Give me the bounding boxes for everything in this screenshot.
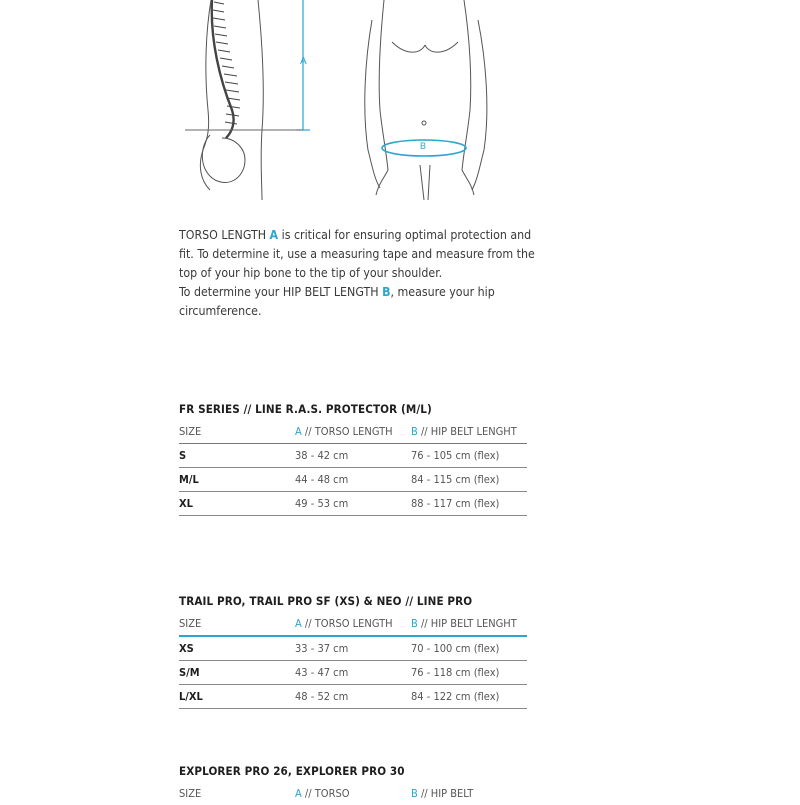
- body-measurement-illustration: [0, 0, 800, 210]
- side-view-front-outline: [258, 0, 263, 200]
- intro-text: [179, 226, 539, 321]
- size-table-trail-pro: [179, 594, 527, 709]
- hip-belt-label: B: [420, 141, 427, 151]
- front-view-legs: [420, 165, 430, 200]
- front-view-chest: [392, 42, 458, 52]
- table-row: XL 49 - 53 cm 88 - 117 cm (flex): [179, 492, 527, 516]
- table-row: S 38 - 42 cm 76 - 105 cm (flex): [179, 444, 527, 468]
- hip-letter: B: [382, 285, 391, 299]
- size-table-fr-series: [179, 402, 527, 516]
- table-title: EXPLORER PRO 26, EXPLORER PRO 30: [179, 764, 405, 778]
- intro-paragraph-2: To determine your HIP BELT LENGTH B, measure your hip circumference.: [179, 285, 495, 318]
- intro-paragraph-1: TORSO LENGTH A is critical for ensuring optimal protection and fit. To determine it, use a measuring tape and measure from the top of your hip bone to the tip of your shoulder.: [179, 228, 535, 280]
- navel: [422, 121, 426, 125]
- torso-length-label: A: [300, 56, 307, 67]
- torso-letter: A: [269, 228, 279, 242]
- table-header: SIZE A // TORSO LENGTH B // HIP BELT LENGHT: [179, 425, 517, 438]
- table-row: XS 33 - 37 cm 70 - 100 cm (flex): [179, 637, 527, 661]
- table-header: SIZE A // TORSO B // HIP BELT: [179, 787, 474, 800]
- table-row: M/L 44 - 48 cm 84 - 115 cm (flex): [179, 468, 527, 492]
- front-view-left-arm: [365, 20, 380, 188]
- table-title: TRAIL PRO, TRAIL PRO SF (XS) & NEO // LINE PRO: [179, 594, 473, 608]
- spine-vertebrae: [212, 0, 240, 138]
- side-view-back-outline: [200, 0, 211, 190]
- table-row: S/M 43 - 47 cm 76 - 118 cm (flex): [179, 661, 527, 685]
- front-view-right-arm: [472, 20, 487, 190]
- table-row: L/XL 48 - 52 cm 84 - 122 cm (flex): [179, 685, 527, 709]
- front-view-left-outline: [376, 0, 388, 195]
- size-table-explorer-pro: [179, 764, 527, 805]
- side-view-buttock: [202, 135, 245, 182]
- table-title: FR SERIES // LINE R.A.S. PROTECTOR (M/L): [179, 402, 432, 416]
- front-view-right-outline: [462, 0, 474, 195]
- table-header: SIZE A // TORSO LENGTH B // HIP BELT LENGHT: [179, 617, 517, 630]
